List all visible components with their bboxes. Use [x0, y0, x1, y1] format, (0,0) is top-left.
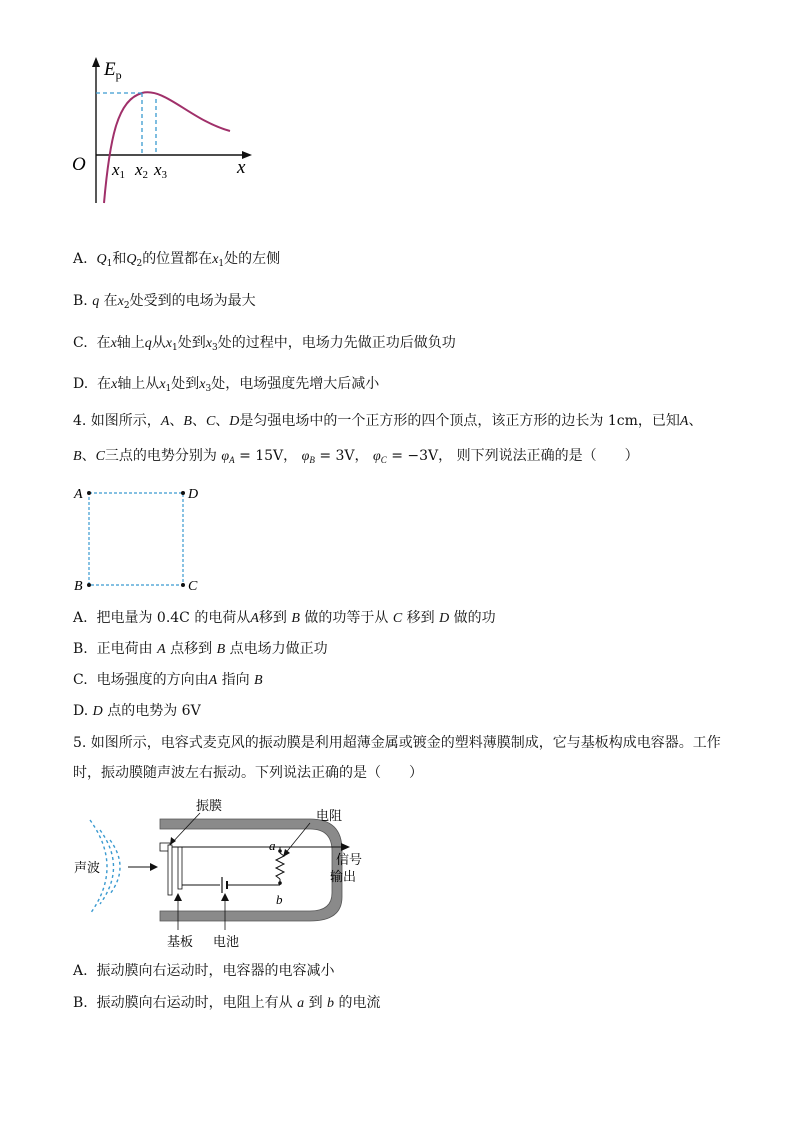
q3-option-b[interactable]: B. q 在$x_2$处受到的电场为最大 — [73, 293, 256, 311]
tick-x3: x3 — [154, 160, 168, 181]
vertex-b-label: B — [74, 579, 83, 594]
q4-option-b[interactable]: B. 正电荷由 A 点移到 B 点电场力做正功 — [73, 641, 328, 657]
y-axis-arrow — [92, 57, 100, 67]
vertex-a-dot — [87, 491, 91, 495]
q4-option-d[interactable]: D. D 点的电势为 6V — [73, 703, 201, 719]
vertex-d-label: D — [188, 487, 199, 502]
q5-option-b[interactable]: B. 振动膜向右运动时，电阻上有从 a 到 b 的电流 — [73, 995, 381, 1011]
q5-stem-line2: 时，振动膜随声波左右振动。下列说法正确的是（ ） — [73, 765, 423, 781]
ylabel: $E_p$ — [104, 59, 122, 82]
q3-option-d[interactable]: D. 在x轴上从$x_1$处到$x_3$处，电场强度先增大后减小 — [73, 376, 380, 394]
vertex-d-dot — [181, 491, 185, 495]
label-resistor: 电阻 — [316, 808, 343, 823]
q4-option-c[interactable]: C. 电场强度的方向由A 指向 B — [73, 672, 263, 688]
square-figure — [70, 482, 210, 597]
node-b — [278, 881, 282, 885]
q4-stem-line1: 4. 如图所示，A、B、C、D是匀强电场中的一个正方形的四个顶点，该正方形的边长为 1cm，已知A、 — [73, 413, 703, 429]
ep-graph — [70, 55, 260, 210]
resistor — [276, 853, 284, 879]
tick-x1: x1 — [112, 160, 126, 181]
q3-option-a[interactable]: A. $Q_1$和$Q_2$的位置都在$x_1$处的左侧 — [73, 251, 281, 269]
node-a — [278, 849, 282, 853]
label-a: a — [269, 838, 276, 853]
microphone-figure — [70, 795, 390, 955]
housing — [160, 819, 342, 921]
q4-stem-line2: B、C三点的电势分别为 $\varphi_A = 15V$， $\varphi_B = 3V$， $\varphi_C = -3V$， 则下列说法正确的是（ ） — [73, 448, 639, 465]
vertex-c-dot — [181, 583, 185, 587]
xlabel: x — [237, 157, 246, 178]
label-membrane: 振膜 — [196, 798, 223, 813]
membrane — [168, 845, 172, 895]
label-signal-2: 输出 — [330, 869, 357, 884]
membrane-leader-head — [170, 837, 176, 845]
vertex-c-label: C — [188, 579, 198, 594]
label-b: b — [276, 892, 283, 907]
origin-label: O — [72, 154, 86, 175]
vertex-a-label: A — [74, 487, 83, 502]
resistor-leader-head — [283, 849, 290, 857]
label-sound: 声波 — [74, 860, 101, 875]
tick-x2: x2 — [135, 160, 149, 181]
dashed-square — [89, 493, 183, 585]
q5-stem-line1: 5. 如图所示，电容式麦克风的振动膜是利用超薄金属或镀金的塑料薄膜制成，它与基板构成电容器。工作 — [73, 735, 721, 751]
base-plate — [178, 847, 182, 889]
label-battery: 电池 — [213, 934, 240, 949]
label-plate: 基板 — [167, 934, 194, 949]
q4-option-a[interactable]: A. 把电量为 0.4C 的电荷从A移到 B 做的功等于从 C 移到 D 做的功 — [73, 610, 496, 626]
sound-arrow-head — [150, 863, 158, 871]
output-arrow-head — [341, 843, 350, 851]
ep-curve — [104, 92, 230, 203]
label-signal-1: 信号 — [336, 852, 363, 867]
q3-option-c[interactable]: C. 在x轴上q从$x_1$处到$x_3$处的过程中，电场力先做正功后做负功 — [73, 335, 456, 353]
sound-wave-1 — [110, 840, 120, 894]
q5-option-a[interactable]: A. 振动膜向右运动时，电容器的电容减小 — [73, 963, 335, 979]
battery-leader-head — [221, 893, 229, 901]
vertex-b-dot — [87, 583, 91, 587]
plate-leader-head — [174, 893, 182, 901]
